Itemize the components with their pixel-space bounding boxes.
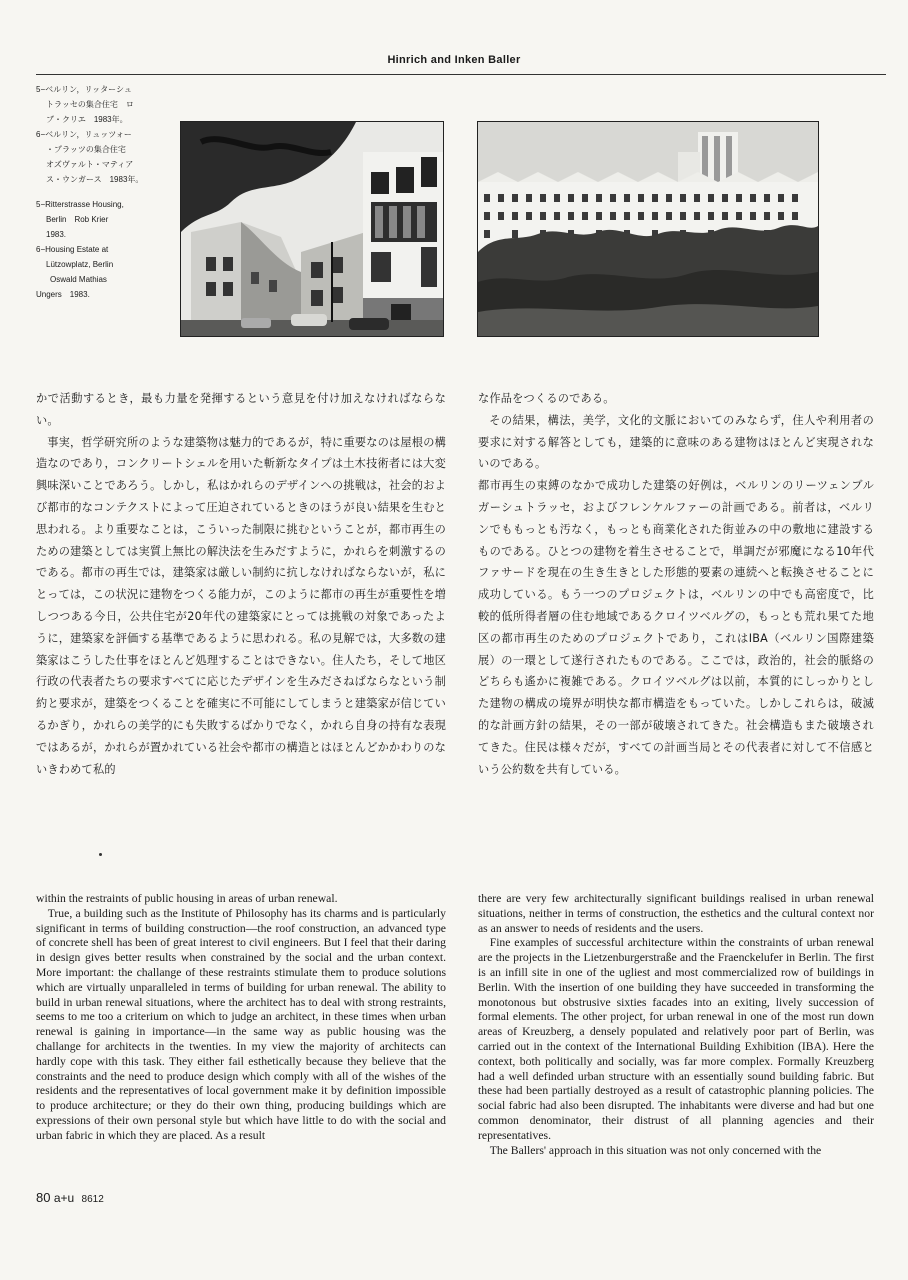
lutzowplatz-photo-image [478, 122, 818, 336]
magazine-name: a+u [53, 1191, 75, 1205]
ritterstrasse-photo-image [181, 122, 443, 336]
running-header: Hinrich and Inken Baller [387, 54, 521, 66]
japanese-text-right-column: な作品をつくるのである。 その結果，構法，美学，文化的文脈においてのみならず，住人や利用者の要求に対する解答としても，建築的に意味のある建物はほとんど実現されないのである。 都市再生の束縛のなかで成功した建築の好例は，ベルリンのリーツェンブルガーシュトラッセ，およびフレンケルファーの計画である。前者は，ベルリンでももっとも汚なく，もっとも商業化された街並みの中の敷地に建設するものである。ひとつの建物を着生させることで，単調だが邪魔になる10年代ファサードを現在の生き生きとした形態的要素の連続へと転換させることに成功している。もう一つのプロジェクトは，ベルリンの中でも高密度で，比較的低所得者層の住む地域であるクロイツベルグの，もっとも荒れ果てた地区の都市再生のためのプロジェクトであり，これはIBA（ベルリン国際建築展）の一環として遂行されたものである。ここでは，政治的，社会的脈絡のどちらも遙かに複雑である。クロイツベルグは以前，本質的にしっかりとした建物の構成の境界が明快な都市構造をもっていた。しかしこれらは，破滅的な計画方針の結果，その一部が破壊されてきた。社会構造もまた破壊されてきた。住民は様々だが，すべての計画当局とその代表者に対して不信感という公約数を共有している。 [478, 392, 874, 776]
figure-captions [36, 82, 176, 312]
page-number: 80 [36, 1190, 51, 1205]
caption-5-en: 5−Ritterstrasse Housing, Berlin Rob Krier 1983. [36, 200, 124, 239]
photo-ritterstrasse-housing [180, 121, 444, 337]
photo-lutzowplatz-housing [477, 121, 819, 337]
caption-5-ja: 5−ベルリン，リッターシュ トラッセの集合住宅 ロ ブ・クリエ 1983年。 [36, 85, 134, 124]
english-text-right-column: there are very few architecturally significant buildings realised in urban renewal situations, neither in terms of construction, the esthetics and the cultural context nor as an answer to needs of residents and the users. Fine examples of successful architecture within the constraints of urban renewal are the projects in the Lietzenburgerstraße and the Fraenckelufer in Berlin. The first is an infill site in one of the ugliest and most commercialized row of buildings in Berlin. With the insertion of one building they have succeeded in transforming the monotonous but obstrusive sixties facades into an exiting, lively succession of formal elements. The other project, for urban renewal in one of the most run down areas of Kreuzberg, a densely populated and relatively poor part of Berlin, was carried out in the context of the International Building Exhibition (IBA). Here the context, both politically and socially, was far more complex. Formally Kreuzberg had a well definded urban structure with an essentially sound building fabric. But these had been partially destroyed as a result of catastrophic planning policies. The social fabric had also been disrupted. The inhabitants were diverse and had but one common denominator, their distrust of all planning agencies and their representatives. The Ballers' approach in this situation was not only concerned with the [478, 892, 874, 1157]
caption-6-ja: 6−ベルリン，リュッツォー ・プラッツの集合住宅 オズヴァルト・マティア ス・ウンガース 1983年。 [36, 130, 144, 184]
page-folio [36, 1190, 104, 1205]
header-rule [36, 74, 886, 75]
caption-6-en: 6−Housing Estate at Lützowplatz, Berlin Oswald Mathias Ungers 1983. [36, 245, 114, 299]
issue-number: 8612 [81, 1194, 104, 1205]
japanese-text-left-column: かで活動するとき，最も力量を発揮するという意見を付け加えなければならない。 事実，哲学研究所のような建築物は魅力的であるが，特に重要なのは屋根の構造なのであり，コンクリートシェルを用いた斬新なタイプは土木技術者には大変興味深いことであろう。しかし，私はかれらのデザインへの挑戦は，社会的および都市的なコンテクストによって圧迫されているときのほうが良い結果を生むと思われる。より重要なことは，こういった制限に挑むということが，都市再生のための建築としては実質上無比の解決法を生みだすように，かれらを刺激するのである。都市の再生では，建築家は厳しい制約に抗しなければならないが，私にとっては，この状況に建物をつくる能力が，このように都市の再生が重要性を増しつつある今日，公共住宅が20年代の建築家にとっては挑戦の対象であったように，建築家を評価する基準であるように思われる。私の見解では，大多数の建築家はこうした仕事をほとんど処理することはできない。住人たち，そして地区行政の代表者たちの要求すべてに応じたデザインを生みださねばならなという制約と要求が，建築をつくることを確実に不可能にしてしまうと建築家が信じているかぎり，かれらの美学的にも失敗するばかりでなく，かれら自身の持有な表現ではあるが，かれらが置かれている社会や都市の構造とはほとんどかかわりのないきわめて私的 [36, 392, 446, 776]
stray-dot-mark [99, 853, 102, 856]
english-text-left-column: within the restraints of public housing in areas of urban renewal. True, a building such as the Institute of Philosophy has its charms and is particularly significant in terms of building construction—the roof construction, an advanced type of concrete shell has been of great interest to civil engineers. But I feel that their daring in design gives better results when constrained by the social and the urban context. More important: the challange of these restraints stimulate them to produce solutions which are virtually unparalleled in terms of building for urban renewal. The ability to build in urban renewal situations, where the architect has to deal with strong restraints, seems to me too a criterium on which to judge an architect, in these times when urban renewal is gaining in importance—in the same way as public housing was the challange for architects in the twenties. In my view the majority of architects can hardly cope with this task. They either fail esthetically because they believe that the constraints and the need to produce design which comply with all of the wishes of the residents and the representatives of local government make it by definition impossible to produce architecture; or they do their own thing, producing buildings which are expressions of their own personal style but which have little to do with the social and urban fabric in which they are placed. As a result [36, 892, 446, 1142]
